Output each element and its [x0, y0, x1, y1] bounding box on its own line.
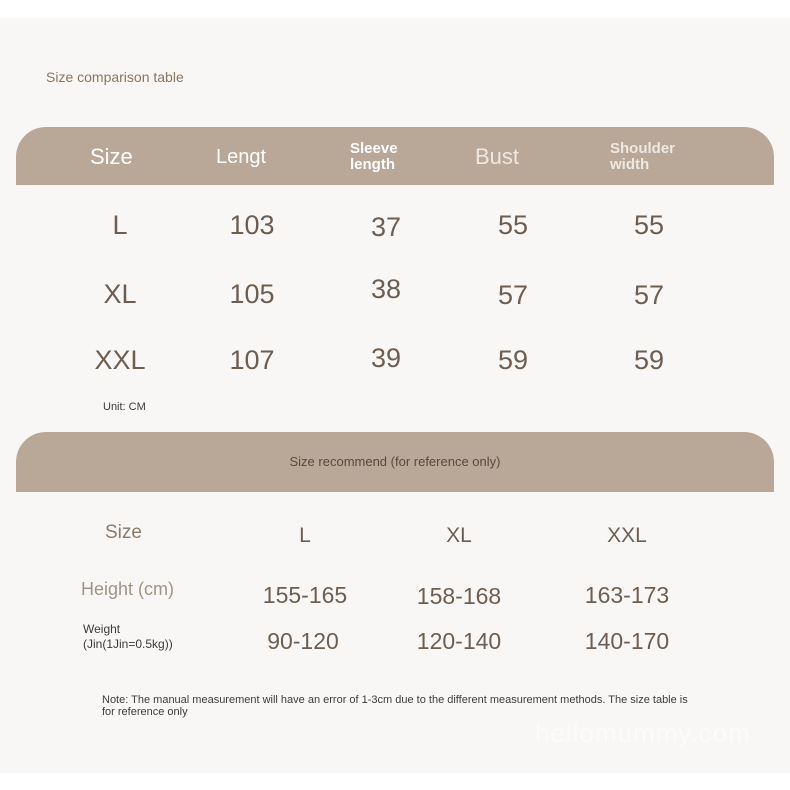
row-l-shoulder: 55 — [633, 210, 665, 240]
recommend-header-band — [16, 432, 774, 492]
header-length: Lengt — [216, 146, 267, 168]
header-shoulder-width: Shoulder width — [610, 140, 676, 173]
height-xxl: 163-173 — [584, 582, 670, 608]
height-l: 155-165 — [262, 582, 348, 608]
height-xl: 158-168 — [416, 583, 502, 609]
row-xxl-bust: 59 — [497, 345, 529, 375]
recommend-title: Size recommend (for reference only) — [289, 454, 501, 469]
recommend-size-xl: XL — [446, 524, 472, 547]
recommend-size-xxl: XXL — [607, 524, 647, 547]
row-xl-shoulder: 57 — [633, 280, 665, 310]
header-bust: Bust — [475, 144, 520, 169]
weight-label-line2: (Jin(1Jin=0.5kg)) — [83, 637, 173, 651]
recommend-size-label: Size — [105, 522, 142, 543]
size-chart-caption: Size comparison table — [46, 69, 184, 85]
weight-label — [83, 622, 173, 652]
row-xl-size: XL — [103, 279, 137, 309]
row-l-bust: 55 — [497, 210, 529, 240]
weight-label-line1: Weight — [83, 622, 121, 636]
row-l-length: 103 — [229, 210, 275, 240]
row-l-size: L — [112, 210, 128, 240]
measurement-note: Note: The manual measurement will have an error of 1-3cm due to the different measurement methods. The size table is for reference only — [102, 694, 688, 718]
row-l-sleeve: 37 — [370, 212, 402, 242]
weight-xxl: 140-170 — [584, 628, 670, 654]
row-xl-sleeve: 38 — [370, 274, 402, 304]
unit-label: Unit: CM — [103, 401, 146, 413]
row-xl-length: 105 — [229, 279, 275, 309]
row-xxl-sleeve: 39 — [370, 343, 402, 373]
watermark: hellomummy.com — [535, 718, 751, 748]
weight-xl: 120-140 — [416, 628, 502, 654]
height-label: Height (cm) — [81, 579, 175, 599]
recommend-size-l: L — [299, 524, 311, 547]
size-table-header-band — [16, 127, 774, 185]
weight-l: 90-120 — [267, 628, 339, 654]
header-sleeve-length: Sleeve length — [350, 140, 398, 173]
row-xl-bust: 57 — [497, 280, 529, 310]
row-xxl-length: 107 — [229, 345, 275, 375]
row-xxl-size: XXL — [94, 345, 146, 375]
row-xxl-shoulder: 59 — [633, 345, 665, 375]
size-chart-page — [0, 18, 790, 773]
header-size: Size — [90, 144, 133, 169]
